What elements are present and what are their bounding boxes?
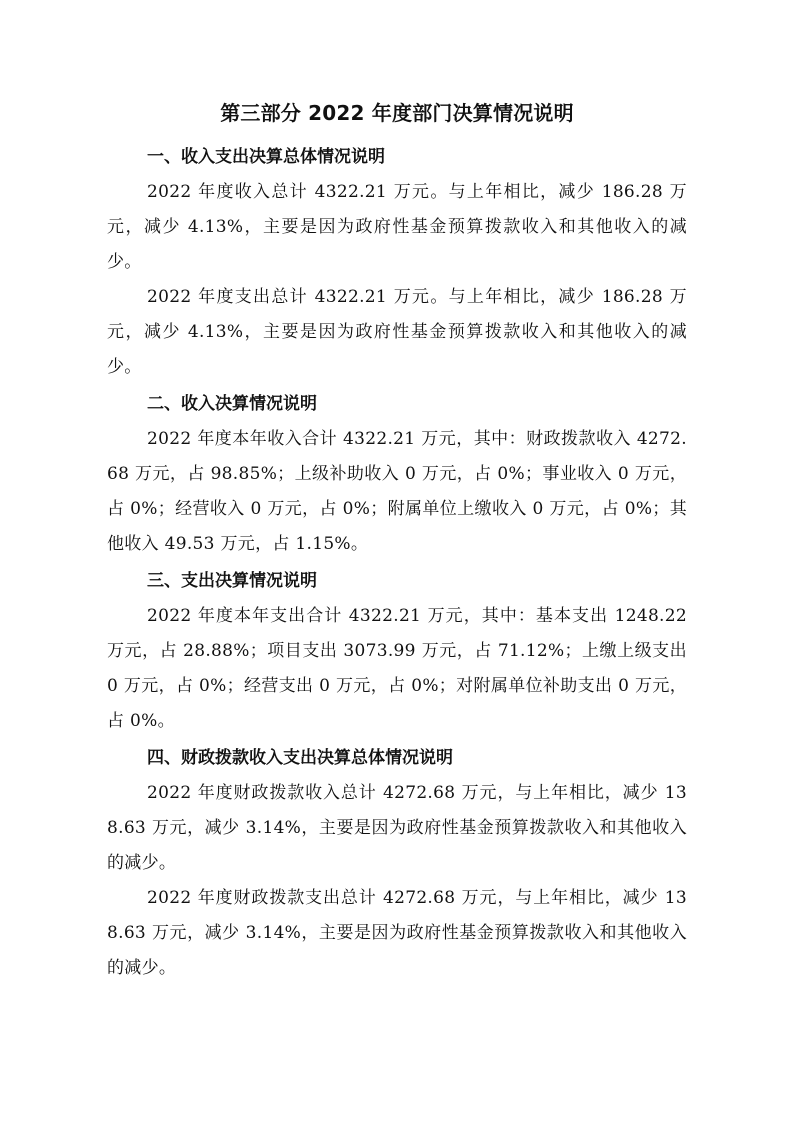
paragraph: 2022 年度收入总计 4322.21 万元。与上年相比，减少 186.28 万元，减少 4.13%，主要是因为政府性基金预算拨款收入和其他收入的减少。 [107, 182, 687, 272]
paragraph: 2022 年度财政拨款收入总计 4272.68 万元，与上年相比，减少 138.63 万元，减少 3.14%，主要是因为政府性基金预算拨款收入和其他收入的减少。 [107, 783, 687, 873]
document-body [107, 96, 687, 986]
section-income-details [107, 387, 687, 562]
section-fiscal-appropriation-overview [107, 741, 687, 986]
paragraph: 2022 年度财政拨款支出总计 4272.68 万元，与上年相比，减少 138.63 万元，减少 3.14%，主要是因为政府性基金预算拨款收入和其他收入的减少。 [107, 888, 687, 978]
section-expense-details [107, 564, 687, 739]
section-heading: 二、收入决算情况说明 [147, 394, 317, 414]
paragraph: 2022 年度本年收入合计 4322.21 万元，其中：财政拨款收入 4272.68 万元，占 98.85%；上级补助收入 0 万元，占 0%；事业收入 0 万元，占 0%；经营收入 0 万元，占 0%；附属单位上缴收入 0 万元，占 0%；其他收入 49.53 万元，占 1.15%。 [107, 429, 687, 554]
paragraph: 2022 年度本年支出合计 4322.21 万元，其中：基本支出 1248.22 万元，占 28.88%；项目支出 3073.99 万元，占 71.12%；上缴上级支出 0 万元，占 0%；经营支出 0 万元，占 0%；对附属单位补助支出 0 万元，占 0%。 [107, 606, 687, 731]
section-heading: 三、支出决算情况说明 [147, 571, 317, 591]
page-title: 第三部分 2022 年度部门决算情况说明 [220, 101, 574, 125]
section-heading: 一、收入支出决算总体情况说明 [147, 147, 385, 167]
section-heading: 四、财政拨款收入支出决算总体情况说明 [147, 748, 453, 768]
section-income-expense-overview [107, 140, 687, 385]
paragraph: 2022 年度支出总计 4322.21 万元。与上年相比，减少 186.28 万元，减少 4.13%，主要是因为政府性基金预算拨款收入和其他收入的减少。 [107, 287, 687, 377]
